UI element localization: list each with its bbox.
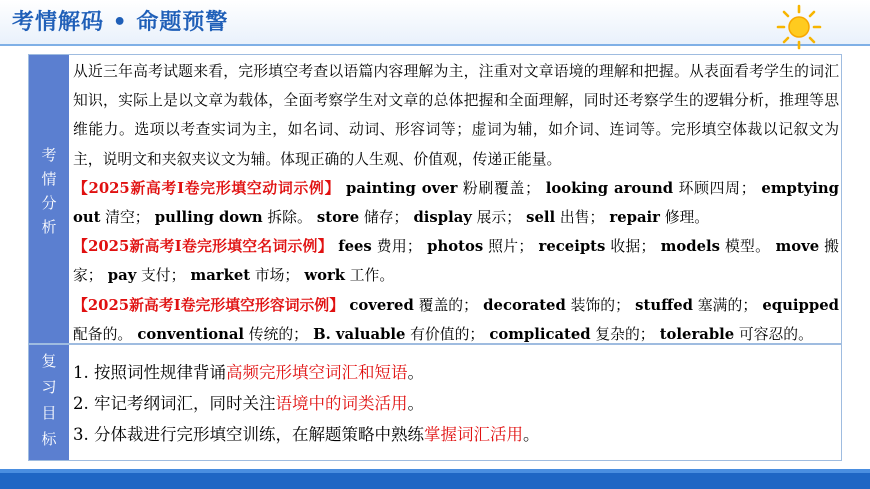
verb-word: painting over	[340, 179, 458, 197]
analysis-paragraph: 从近三年高考试题来看，完形填空考查以语篇内容理解为主，注重对文章语境的理解和把握。从表面看考学生的词汇知识，实际上是以文章为载体，全面考察学生对文章的总体把握和全面理解，同时还考察学生的逻辑分析，推理等思维能力。选项以考查实词为主，如名词、动词、形容词等；虚词为辅，如介词、连词等。完形填空体裁以记叙文为主，说明文和夹叙夹议文为辅。体现正确的人生观、价值观，传递正能量。	[73, 63, 839, 168]
footer-bar	[0, 469, 870, 489]
noun-word: receipts	[533, 238, 606, 256]
noun-meaning: 支付；	[136, 267, 186, 285]
review-highlight: 语境中的词类活用	[275, 394, 408, 413]
sun-icon	[776, 4, 822, 50]
noun-meaning: 费用；	[371, 238, 422, 256]
verb-meaning: 环顾四周；	[673, 179, 756, 197]
noun-meaning: 工作。	[345, 267, 395, 285]
verb-word: looking around	[539, 179, 674, 197]
noun-word: fees	[332, 238, 372, 256]
noun-meaning: 模型。	[719, 238, 771, 256]
header-bar	[0, 0, 870, 46]
verb-meaning: 拆除。	[262, 209, 312, 227]
noun-word: photos	[421, 238, 484, 256]
adjective-example-tag: 【2025新高考I卷完形填空形容词示例】	[73, 296, 345, 314]
verb-word: sell	[521, 209, 556, 227]
adjective-meaning: 可容忍的。	[734, 325, 813, 343]
content-table	[28, 54, 842, 461]
footer-stripe	[0, 469, 870, 473]
adjective-word: covered	[344, 296, 414, 314]
verb-example-tag: 【2025新高考I卷完形填空动词示例】	[73, 179, 341, 197]
review-item: 1. 按照词性规律背诵高频完形填空词汇和短语。	[73, 363, 424, 382]
verb-word: repair	[604, 209, 660, 227]
noun-word: models	[655, 238, 720, 256]
adjective-meaning: 传统的；	[244, 325, 308, 343]
review-highlight: 高频完形填空词汇和短语	[226, 363, 408, 382]
verb-meaning: 清空；	[100, 209, 150, 227]
review-goals	[73, 357, 839, 450]
adjective-word: complicated	[484, 325, 591, 343]
verb-meaning: 出售；	[555, 209, 605, 227]
noun-word: work	[299, 267, 346, 285]
page-title: 考情解码 • 命题预警	[12, 10, 229, 35]
adjective-word: equipped	[757, 296, 839, 314]
verb-meaning: 储存；	[359, 209, 409, 227]
noun-word: move	[770, 238, 820, 256]
noun-meaning: 照片；	[483, 238, 534, 256]
analysis-text	[73, 57, 839, 349]
noun-word: market	[185, 267, 251, 285]
adjective-meaning: 配备的。	[73, 325, 133, 343]
adjective-meaning: 塞满的；	[693, 296, 758, 314]
verb-meaning: 粉刷覆盖；	[457, 179, 540, 197]
review-item: 2. 牢记考纲词汇，同时关注语境中的词类活用。	[73, 394, 424, 413]
verb-word: store	[311, 209, 360, 227]
adjective-meaning: 有价值的；	[405, 325, 485, 343]
verb-meaning: 展示；	[471, 209, 522, 227]
adjective-word: conventional	[132, 325, 245, 343]
adjective-word: stuffed	[629, 296, 694, 314]
verb-meaning: 修理。	[659, 209, 710, 227]
review-highlight: 掌握词汇活用	[424, 425, 523, 444]
verb-word: display	[408, 209, 472, 227]
adjective-meaning: 复杂的；	[590, 325, 655, 343]
noun-word: pay	[102, 267, 137, 285]
adjective-word: decorated	[477, 296, 566, 314]
adjective-meaning: 覆盖的；	[413, 296, 478, 314]
noun-meaning: 市场；	[250, 267, 300, 285]
noun-meaning: 收据；	[605, 238, 656, 256]
verb-word: pulling down	[149, 209, 263, 227]
adjective-word: B. valuable	[307, 325, 406, 343]
adjective-meaning: 装饰的；	[565, 296, 630, 314]
row-label-review: 复 习 目 标	[41, 352, 57, 448]
noun-example-tag: 【2025新高考I卷完形填空名词示例】	[73, 238, 333, 256]
row-label-analysis: 考 情 分 析	[41, 146, 57, 236]
noun-meaning: 搬家；	[73, 238, 839, 285]
verb-word: emptying out	[73, 179, 839, 227]
review-item: 3. 分体裁进行完形填空训练，在解题策略中熟练掌握词汇活用。	[73, 425, 540, 444]
adjective-word: tolerable	[654, 325, 735, 343]
